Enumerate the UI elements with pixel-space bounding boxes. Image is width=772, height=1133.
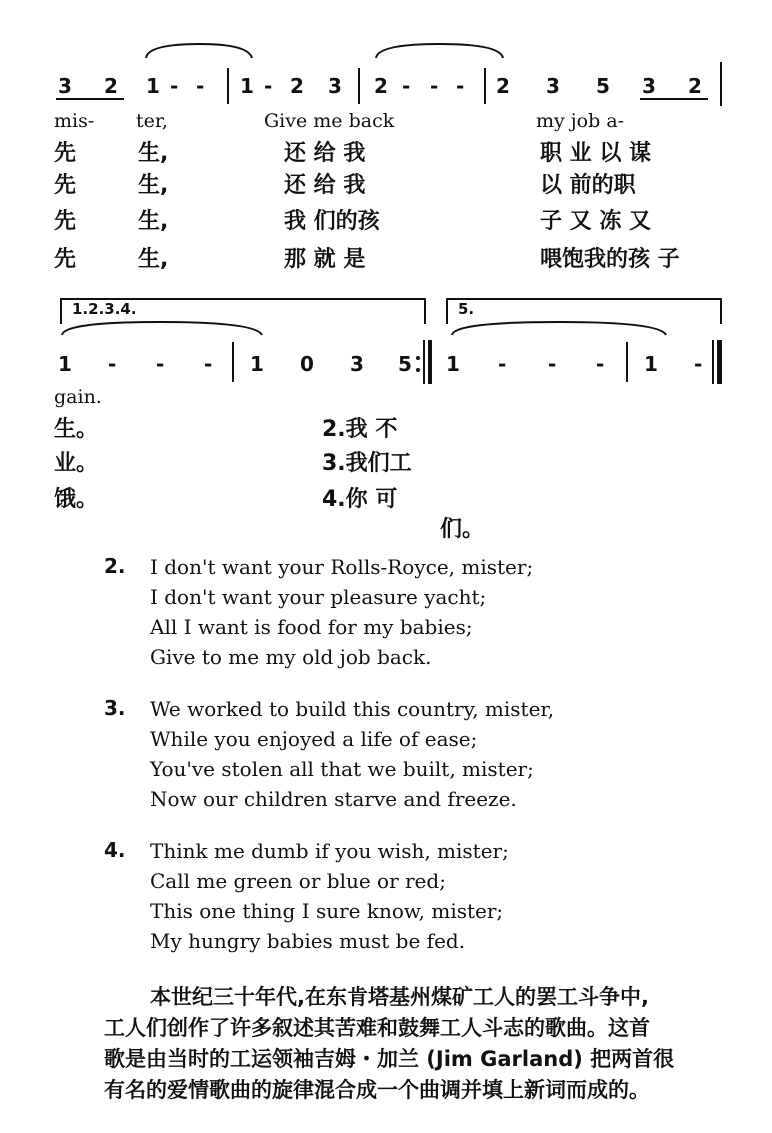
lyric-cn: 还 给 我 bbox=[284, 173, 366, 198]
lyric-cn: 我 们的孩 bbox=[284, 209, 380, 234]
eighth-beam bbox=[56, 98, 124, 100]
final-barline-thick bbox=[717, 340, 722, 384]
repeat-dot bbox=[416, 368, 420, 372]
lyric-cn: 以 前的职 bbox=[540, 173, 636, 198]
note: 2 bbox=[374, 74, 388, 98]
verse-number: 3. bbox=[104, 696, 126, 720]
lyric-en: ter, bbox=[136, 110, 168, 132]
lyric-cn: 先 bbox=[54, 141, 77, 166]
dash: - bbox=[156, 352, 165, 376]
note: 1 bbox=[644, 352, 658, 376]
note-line: 本世纪三十年代,在东肯塔基州煤矿工人的罢工斗争中, bbox=[150, 985, 649, 1009]
lyric-cn: 们。 bbox=[440, 517, 485, 542]
barline bbox=[358, 68, 360, 104]
lyric-cn: 那 就 是 bbox=[284, 247, 366, 272]
lyric-cn: 先 bbox=[54, 247, 77, 272]
barline bbox=[484, 68, 486, 104]
note: 3 bbox=[642, 74, 656, 98]
verse-line: We worked to build this country, mister, bbox=[150, 697, 555, 721]
verse-line: All I want is food for my babies; bbox=[150, 615, 473, 639]
verse-line: Call me green or blue or red; bbox=[150, 869, 446, 893]
lyric-cn: 业。 bbox=[54, 451, 99, 476]
lyric-cn: 先 bbox=[54, 209, 77, 234]
verse-text bbox=[150, 552, 533, 672]
note: 1 bbox=[58, 352, 72, 376]
background-note bbox=[104, 982, 674, 1106]
first-ending-label: 1.2.3.4. bbox=[72, 300, 137, 318]
barline bbox=[227, 68, 229, 104]
verse-text bbox=[150, 836, 509, 956]
note: 2 bbox=[290, 74, 304, 98]
note: 3 bbox=[58, 74, 72, 98]
verse-line: My hungry babies must be fed. bbox=[150, 929, 466, 953]
verse-line: I don't want your Rolls-Royce, mister; bbox=[150, 555, 534, 579]
lyric-cn: 2.我 不 bbox=[322, 417, 398, 442]
eighth-beam bbox=[640, 98, 708, 100]
dash: - bbox=[694, 352, 703, 376]
note: 0 bbox=[300, 352, 314, 376]
dash: - bbox=[456, 74, 465, 98]
final-barline bbox=[712, 340, 714, 384]
verse-line: Give to me my old job back. bbox=[150, 645, 432, 669]
note: 1 bbox=[240, 74, 254, 98]
note-line: 工人们创作了许多叙述其苦难和鼓舞工人斗志的歌曲。这首 bbox=[104, 1016, 650, 1040]
second-ending-label: 5. bbox=[458, 300, 475, 318]
lyric-cn: 生。 bbox=[54, 417, 99, 442]
lyric-cn: 子 又 冻 又 bbox=[540, 209, 651, 234]
lyric-en: my job a- bbox=[536, 110, 625, 132]
lyric-cn: 生, bbox=[138, 209, 169, 234]
verse-text bbox=[150, 694, 554, 814]
note: 1 bbox=[250, 352, 264, 376]
verse-line: This one thing I sure know, mister; bbox=[150, 899, 504, 923]
lyric-cn: 生, bbox=[138, 141, 169, 166]
repeat-dot bbox=[416, 356, 420, 360]
slur-2 bbox=[376, 44, 503, 58]
dash: - bbox=[170, 74, 179, 98]
verse-line: I don't want your pleasure yacht; bbox=[150, 585, 487, 609]
note: 5 bbox=[596, 74, 610, 98]
dash: - bbox=[264, 74, 273, 98]
note: 3 bbox=[350, 352, 364, 376]
lyric-cn: 3.我们工 bbox=[322, 451, 412, 476]
lyric-cn: 喂饱我的孩 子 bbox=[540, 247, 680, 272]
verse-line: Now our children starve and freeze. bbox=[150, 787, 517, 811]
dash: - bbox=[596, 352, 605, 376]
note: 2 bbox=[496, 74, 510, 98]
note: 3 bbox=[546, 74, 560, 98]
dash: - bbox=[498, 352, 507, 376]
repeat-barline bbox=[423, 340, 425, 384]
barline bbox=[720, 62, 722, 106]
second-ending-bracket bbox=[446, 298, 722, 324]
dash: - bbox=[196, 74, 205, 98]
slur-1 bbox=[146, 44, 252, 58]
lyric-cn: 还 给 我 bbox=[284, 141, 366, 166]
lyric-cn: 职 业 以 谋 bbox=[540, 141, 651, 166]
dash: - bbox=[430, 74, 439, 98]
note-line: 有名的爱情歌曲的旋律混合成一个曲调并填上新词而成的。 bbox=[104, 1078, 650, 1102]
repeat-barline-thick bbox=[428, 340, 432, 384]
note: 5 bbox=[398, 352, 412, 376]
dash: - bbox=[204, 352, 213, 376]
note: 3 bbox=[328, 74, 342, 98]
dash: - bbox=[548, 352, 557, 376]
barline bbox=[626, 342, 628, 382]
lyric-cn: 4.你 可 bbox=[322, 487, 398, 512]
lyric-en: Give me back bbox=[264, 110, 395, 132]
lyric-cn: 生, bbox=[138, 173, 169, 198]
lyric-cn: 先 bbox=[54, 173, 77, 198]
verse-line: While you enjoyed a life of ease; bbox=[150, 727, 478, 751]
verse-number: 4. bbox=[104, 838, 126, 862]
lyric-cn: 生, bbox=[138, 247, 169, 272]
lyric-cn: 饿。 bbox=[54, 487, 99, 512]
lyric-en: mis- bbox=[54, 110, 95, 132]
verse-line: Think me dumb if you wish, mister; bbox=[150, 839, 509, 863]
dash: - bbox=[402, 74, 411, 98]
note: 1 bbox=[446, 352, 460, 376]
lyric-en: gain. bbox=[54, 386, 102, 408]
verse-line: You've stolen all that we built, mister; bbox=[150, 757, 534, 781]
note: 2 bbox=[688, 74, 702, 98]
dash: - bbox=[108, 352, 117, 376]
note: 1 bbox=[146, 74, 160, 98]
note-line: 歌是由当时的工运领袖吉姆・加兰 (Jim Garland) 把两首很 bbox=[104, 1047, 675, 1071]
barline bbox=[232, 342, 234, 382]
note: 2 bbox=[104, 74, 118, 98]
verse-number: 2. bbox=[104, 554, 126, 578]
